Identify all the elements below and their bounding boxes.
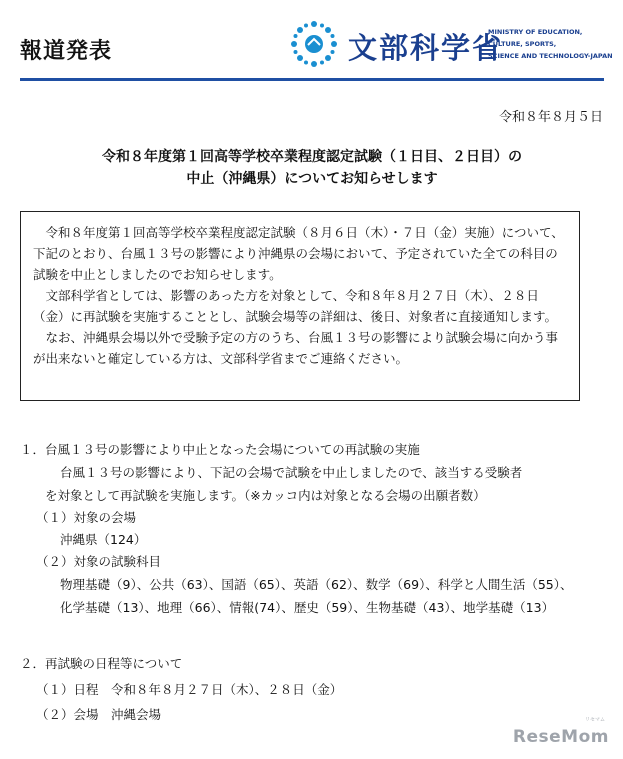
ministry-english-name: MINISTRY OF EDUCATION, CULTURE, SPORTS, SCIENCE AND TECHNOLOGY-JAPAN <box>488 28 613 60</box>
resemom-watermark: ReseMom <box>512 727 609 747</box>
ministry-name: 文部科学省 <box>348 31 504 65</box>
venue-line: （２）会場 沖縄会場 <box>36 707 162 722</box>
section-1-heading: １．台風１３号の影響により中止となった会場についての再試験の実施 <box>20 442 420 457</box>
section-1-body-line-1: 台風１３号の影響により、下記の会場で試験を中止しましたので、該当する受験者 <box>60 465 523 480</box>
section-2-heading: ２．再試験の日程等について <box>20 656 183 671</box>
summary-paragraph-1: 令和８年度第１回高等学校卒業程度認定試験（８月６日（木）・７日（金）実施）について、下記のとおり、台風１３号の影響により沖縄県の会場において、予定されていた全ての科目の試験を中止としましたのでお知らせします。 <box>33 225 564 282</box>
venue-value: 沖縄県（124） <box>60 532 147 547</box>
release-date: 令和８年８月５日 <box>498 110 603 125</box>
subjects-line-2: 化学基礎（13）、地理（66）、情報(74）、歴史（59）、生物基礎（43）、地学基礎（13） <box>60 600 555 615</box>
summary-paragraph-3: なお、沖縄県会場以外で受験予定の方のうち、台風１３号の影響により試験会場に向かう事が出来ないと確定している方は、文部科学省までご連絡ください。 <box>33 330 559 366</box>
subjects-line-1: 物理基礎（9）、公共（63）、国語（65）、英語（62）、数学（69）、科学と人間生活（55）、 <box>60 577 573 592</box>
title-line-2: 中止（沖縄県）についてお知らせします <box>186 171 438 187</box>
section-1-body-line-2: を対象として再試験を実施します。（※カッコ内は対象となる会場の出願者数） <box>45 488 486 503</box>
venue-subheading: （１）対象の会場 <box>36 510 137 525</box>
press-release-label: 報道発表 <box>20 39 113 64</box>
summary-box <box>20 211 580 401</box>
header-divider <box>20 78 604 81</box>
summary-paragraph-2: 文部科学省としては、影響のあった方を対象として、令和８年８月２７日（木）、２８日（金）に再試験を実施することとし、試験会場等の詳細は、後日、対象者に直接通知します。 <box>33 288 558 324</box>
watermark-kana: リセマム <box>585 717 605 723</box>
subjects-subheading: （２）対象の試験科目 <box>36 554 162 569</box>
ministry-logo-icon <box>288 18 340 70</box>
schedule-line: （１）日程 令和８年８月２７日（木）、２８日（金） <box>36 682 343 697</box>
title-line-1: 令和８年度第１回高等学校卒業程度認定試験（１日目、２日目）の <box>102 149 522 165</box>
